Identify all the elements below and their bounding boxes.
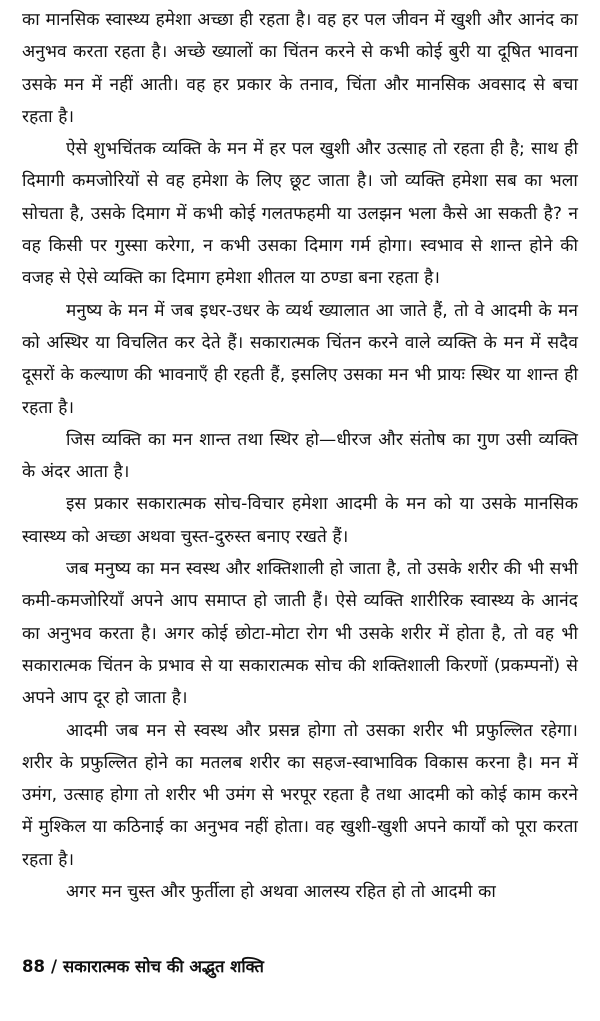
paragraph-4: जिस व्यक्ति का मन शान्त तथा स्थिर हो—धीरज और संतोष का गुण उसी व्यक्ति के अंदर आता है। — [22, 429, 578, 483]
paragraph-5: इस प्रकार सकारात्मक सोच-विचार हमेशा आदमी के मन को या उसके मानसिक स्वास्थ्य को अच्छा अथवा चुस्त-दुरुस्त बनाए रखते हैं। — [22, 494, 578, 547]
paragraph-8: अगर मन चुस्त और फुर्तीला हो अथवा आलस्य रहित हो तो आदमी का — [66, 882, 496, 903]
paragraph-6: जब मनुष्य का मन स्वस्थ और शक्तिशाली हो जाता है, तो उसके शरीर की भी सभी कमी-कमजोरियाँ अपने आप समाप्त हो जाती हैं। ऐसे व्यक्ति शारीरिक स्वास्थ्य के आनंद का अनुभव करता है। अगर कोई छोटा-मोटा रोग भी उसके शरीर में होता है, तो वह भी सकारात्मक चिंतन के प्रभाव से या सकारात्मक सोच की शक्तिशाली किरणों (प्रकम्पनों) से अपने आप दूर हो जाता है। — [22, 559, 578, 709]
page-number: 88 — [22, 957, 45, 976]
paragraph-3: मनुष्य के मन में जब इधर-उधर के व्यर्थ ख्यालात आ जाते हैं, तो वे आदमी के मन को अस्थिर या विचलित कर देते हैं। सकारात्मक चिंतन करने वाले व्यक्ति के मन में सदैव दूसरों के कल्याण की भावनाएँ ही रहती हैं, इसलिए उसका मन भी प्रायः स्थिर या शान्त ही रहता है। — [22, 300, 578, 418]
page-footer — [22, 953, 578, 981]
paragraph-2: ऐसे शुभचिंतक व्यक्ति के मन में हर पल खुशी और उत्साह तो रहता ही है; साथ ही दिमागी कमजोरियों से वह हमेशा के लिए छूट जाता है। जो व्यक्ति हमेशा सब का भला सोचता है, उसके दिमाग में कभी कोई गलतफहमी या उलझन भला कैसे आ सकती है? न वह किसी पर गुस्सा करेगा, न कभी उसका दिमाग गर्म होगा। स्वभाव से शान्त होने की वजह से ऐसे व्यक्ति का दिमाग हमेशा शीतल या ठण्डा बना रहता है। — [22, 139, 578, 289]
paragraph-7: आदमी जब मन से स्वस्थ और प्रसन्न होगा तो उसका शरीर भी प्रफुल्लित रहेगा। शरीर के प्रफुल्लित होने का मतलब शरीर का सहज-स्वाभाविक विकास करना है। मन में उमंग, उत्साह होगा तो शरीर भी उमंग से भरपूर रहता है तथा आदमी को कोई काम करने में मुश्किल या कठिनाई का अनुभव नहीं होता। वह खुशी-खुशी अपने कार्यों को पूरा करता रहता है। — [22, 720, 578, 870]
paragraph-1: का मानसिक स्वास्थ्य हमेशा अच्छा ही रहता है। वह हर पल जीवन में खुशी और आनंद का अनुभव करता रहता है। अच्छे ख्यालों का चिंतन करने से कभी कोई बुरी या दूषित भावना उसके मन में नहीं आती। वह हर प्रकार के तनाव, चिंता और मानसिक अवसाद से बचा रहता है। — [22, 10, 578, 127]
book-title: सकारात्मक सोच की अद्भुत शक्ति — [63, 957, 264, 976]
footer-separator: / — [50, 957, 57, 976]
page-body — [22, 4, 578, 908]
